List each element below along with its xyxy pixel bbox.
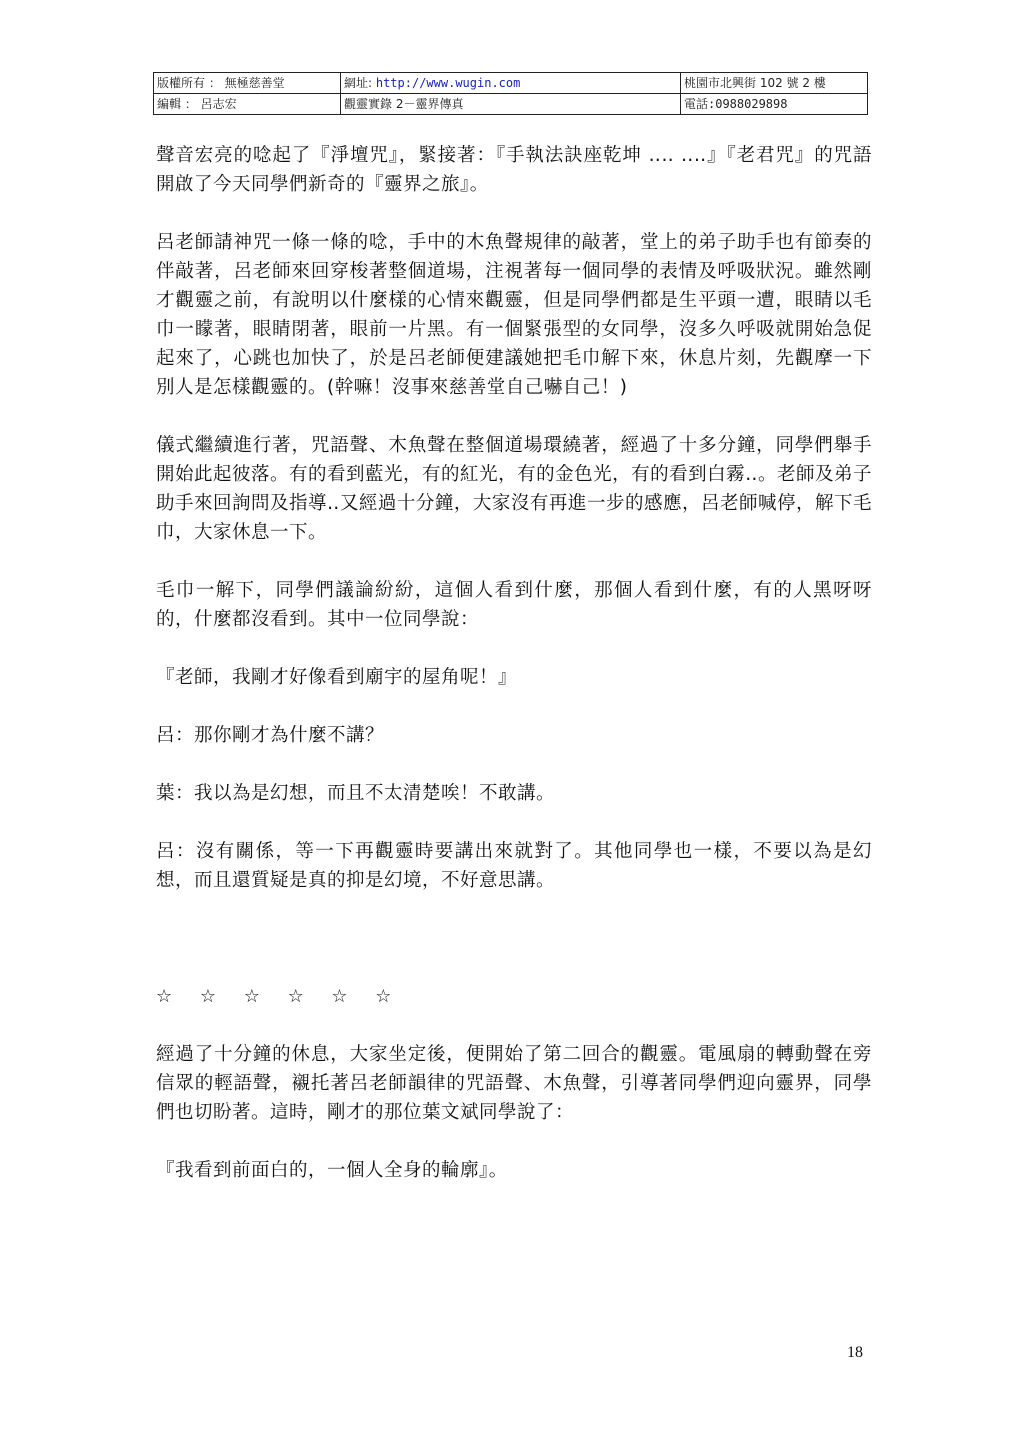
page-header-table [153,72,868,115]
dialogue-line: 葉：我以為是幻想，而且不太清楚唉！不敢講。 [156,783,556,804]
header-website-link[interactable]: http://www.wugin.com [375,76,521,90]
header-row-2 [154,94,868,115]
body-paragraph: 經過了十分鐘的休息，大家坐定後，便開始了第二回合的觀靈。電風扇的轉動聲在旁信眾的輕語聲，襯托著呂老師韻律的咒語聲、木魚聲，引導著同學們迎向靈界，同學們也切盼著。這時，剛才的那位葉文斌同學說了： [156,1044,872,1123]
dialogue-line: 『我看到前面白的，一個人全身的輪廓』。 [156,1160,508,1181]
dialogue-line: 『老師，我剛才好像看到廟宇的屋角呢！』 [156,667,518,688]
dialogue-line: 呂：沒有關係，等一下再觀靈時要講出來就對了。其他同學也一樣，不要以為是幻想，而且還質疑是真的抑是幻境，不好意思講。 [156,841,872,891]
page-body [156,141,872,1185]
header-phone: 電話:0988029898 [681,94,868,115]
header-book-title: 觀靈實錄 2－靈界傳真 [341,94,681,115]
section-divider-stars: ☆ ☆ ☆ ☆ ☆ ☆ [156,986,403,1007]
body-paragraph: 儀式繼續進行著，咒語聲、木魚聲在整個道場環繞著，經過了十多分鐘，同學們舉手開始此起彼落。有的看到藍光，有的紅光，有的金色光，有的看到白霧‥。老師及弟子助手來回詢問及指導‥又經過十分鐘，大家沒有再進一步的感應，呂老師喊停，解下毛巾，大家休息一下。 [156,435,872,543]
header-copyright: 版權所有 ： 無極慈善堂 [154,73,341,94]
body-paragraph: 毛巾一解下，同學們議論紛紛，這個人看到什麼，那個人看到什麼，有的人黑呀呀的，什麼都沒看到。其中一位同學說： [156,580,872,630]
header-website [341,73,681,94]
header-address: 桃園市北興街 102 號 2 樓 [681,73,868,94]
body-paragraph: 呂老師請神咒一條一條的唸，手中的木魚聲規律的敲著，堂上的弟子助手也有節奏的伴敲著，呂老師來回穿梭著整個道場，注視著每一個同學的表情及呼吸狀況。雖然剛才觀靈之前，有說明以什麼樣的心情來觀靈，但是同學們都是生平頭一遭，眼睛以毛巾一矇著，眼睛閉著，眼前一片黑。有一個緊張型的女同學，沒多久呼吸就開始急促起來了，心跳也加快了，於是呂老師便建議她把毛巾解下來，休息片刻，先觀摩一下別人是怎樣觀靈的。(幹嘛！沒事來慈善堂自己嚇自己！) [156,232,872,398]
header-row-1 [154,73,868,94]
dialogue-line: 呂：那你剛才為什麼不講？ [156,725,385,746]
header-editor: 編輯 ： 呂志宏 [154,94,341,115]
header-website-label: 網址: [344,76,376,90]
body-paragraph: 聲音宏亮的唸起了『淨壇咒』，緊接著：『手執法訣座乾坤 ‥‥ ‥‥』『老君咒』的咒語開啟了今天同學們新奇的『靈界之旅』。 [156,145,872,195]
page-number: 18 [847,1344,863,1361]
